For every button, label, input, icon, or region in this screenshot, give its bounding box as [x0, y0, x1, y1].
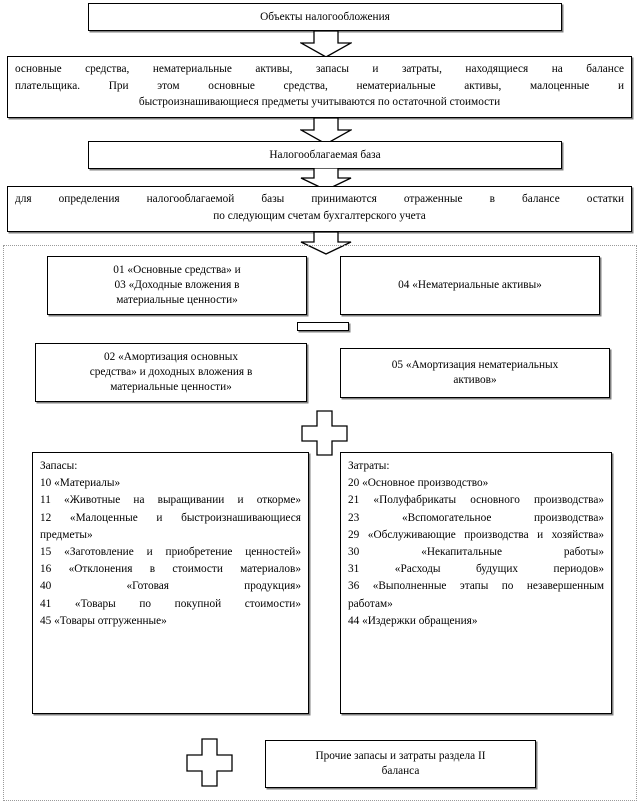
costs-item-1: 21 «Полуфабрикаты основного производства» — [348, 494, 604, 507]
taxable-base-description-line-2: по следующим счетам бухгалтерского учета — [213, 209, 426, 222]
objects-description-line-1: основные средства, нематериальные активы, запасы и затраты, находящиеся на балансе — [15, 63, 624, 75]
objects-of-taxation-title-box — [88, 3, 562, 31]
account-box-02-line-2: средства» и доходных вложения в — [89, 366, 253, 378]
down-arrow-icon-4 — [300, 232, 352, 255]
inventory-item-1: 11 «Животные на выращивании и откорме» — [40, 494, 301, 507]
account-box-01-03 — [47, 256, 307, 315]
inventory-heading: Запасы: — [40, 460, 78, 472]
account-box-02-line-1: 02 «Амортизация основных — [103, 351, 239, 363]
inventory-item-7: 45 «Товары отгруженные» — [40, 614, 167, 627]
costs-item-4: 30 «Некапитальные работы» — [348, 546, 604, 559]
account-box-02 — [35, 343, 307, 402]
other-inventory-and-costs-box — [265, 740, 536, 788]
account-box-01-03-line-2: 03 «Доходные вложения в — [114, 279, 240, 291]
inventory-item-5: 40 «Готовая продукция» — [40, 580, 301, 593]
inventory-item-0: 10 «Материалы» — [40, 477, 121, 490]
costs-list-box — [340, 452, 612, 714]
objects-description-box — [7, 56, 632, 118]
account-box-04-line-1: 04 «Нематериальные активы» — [398, 279, 542, 291]
horizontal-bar-connector — [297, 322, 349, 331]
account-box-01-03-line-1: 01 «Основные средства» и — [113, 264, 241, 276]
taxable-base-description-line-1: для определения налогооблагаемой базы принимаются отраженные в балансе остатки — [15, 193, 624, 205]
account-box-02-line-3: материальные ценности» — [110, 381, 232, 393]
costs-item-5: 31 «Расходы будущих периодов» — [348, 563, 604, 576]
account-box-04 — [340, 256, 600, 315]
account-box-05-line-2: активов» — [453, 374, 497, 386]
costs-heading: Затраты: — [348, 460, 390, 472]
account-box-05-line-1: 05 «Амортизация нематериальных — [391, 359, 559, 371]
plus-connector-icon-1 — [300, 410, 349, 457]
objects-description-line-2: плательщика. При этом основные средства, нематериальные активы, малоценные и — [15, 79, 624, 92]
inventory-list-box — [32, 452, 309, 714]
down-arrow-icon-1 — [300, 31, 352, 58]
costs-item-6: 36 «Выполненные этапы по незавершенным работам» — [348, 580, 604, 610]
taxable-base-title-box — [88, 141, 562, 169]
costs-item-2: 23 «Вспомогательное производства» — [348, 511, 604, 524]
taxable-base-title-text: Налогооблагаемая база — [269, 148, 381, 161]
inventory-item-2: 12 «Малоценные и быстроизнашивающиеся предметы» — [40, 511, 301, 541]
account-box-05 — [340, 348, 610, 398]
costs-item-0: 20 «Основное производство» — [348, 477, 489, 490]
inventory-item-4: 16 «Отклонения в стоимости материалов» — [40, 563, 301, 576]
account-box-01-03-line-3: материальные ценности» — [116, 294, 238, 306]
costs-item-3: 29 «Обслуживающие производства и хозяйства» — [348, 528, 604, 541]
costs-item-7: 44 «Издержки обращения» — [348, 614, 478, 627]
other-inventory-line-2: баланса — [381, 765, 420, 777]
inventory-item-3: 15 «Заготовление и приобретение ценностей» — [40, 546, 301, 559]
objects-description-line-3: быстроизнашивающиеся предметы учитываются по остаточной стоимости — [138, 96, 501, 109]
plus-connector-icon-2 — [185, 738, 234, 788]
inventory-item-6: 41 «Товары по покупной стоимости» — [40, 597, 301, 610]
objects-of-taxation-title-text: Объекты налогообложения — [260, 10, 390, 23]
other-inventory-line-1: Прочие запасы и затраты раздела II — [315, 750, 486, 762]
taxable-base-description-box — [7, 186, 632, 232]
